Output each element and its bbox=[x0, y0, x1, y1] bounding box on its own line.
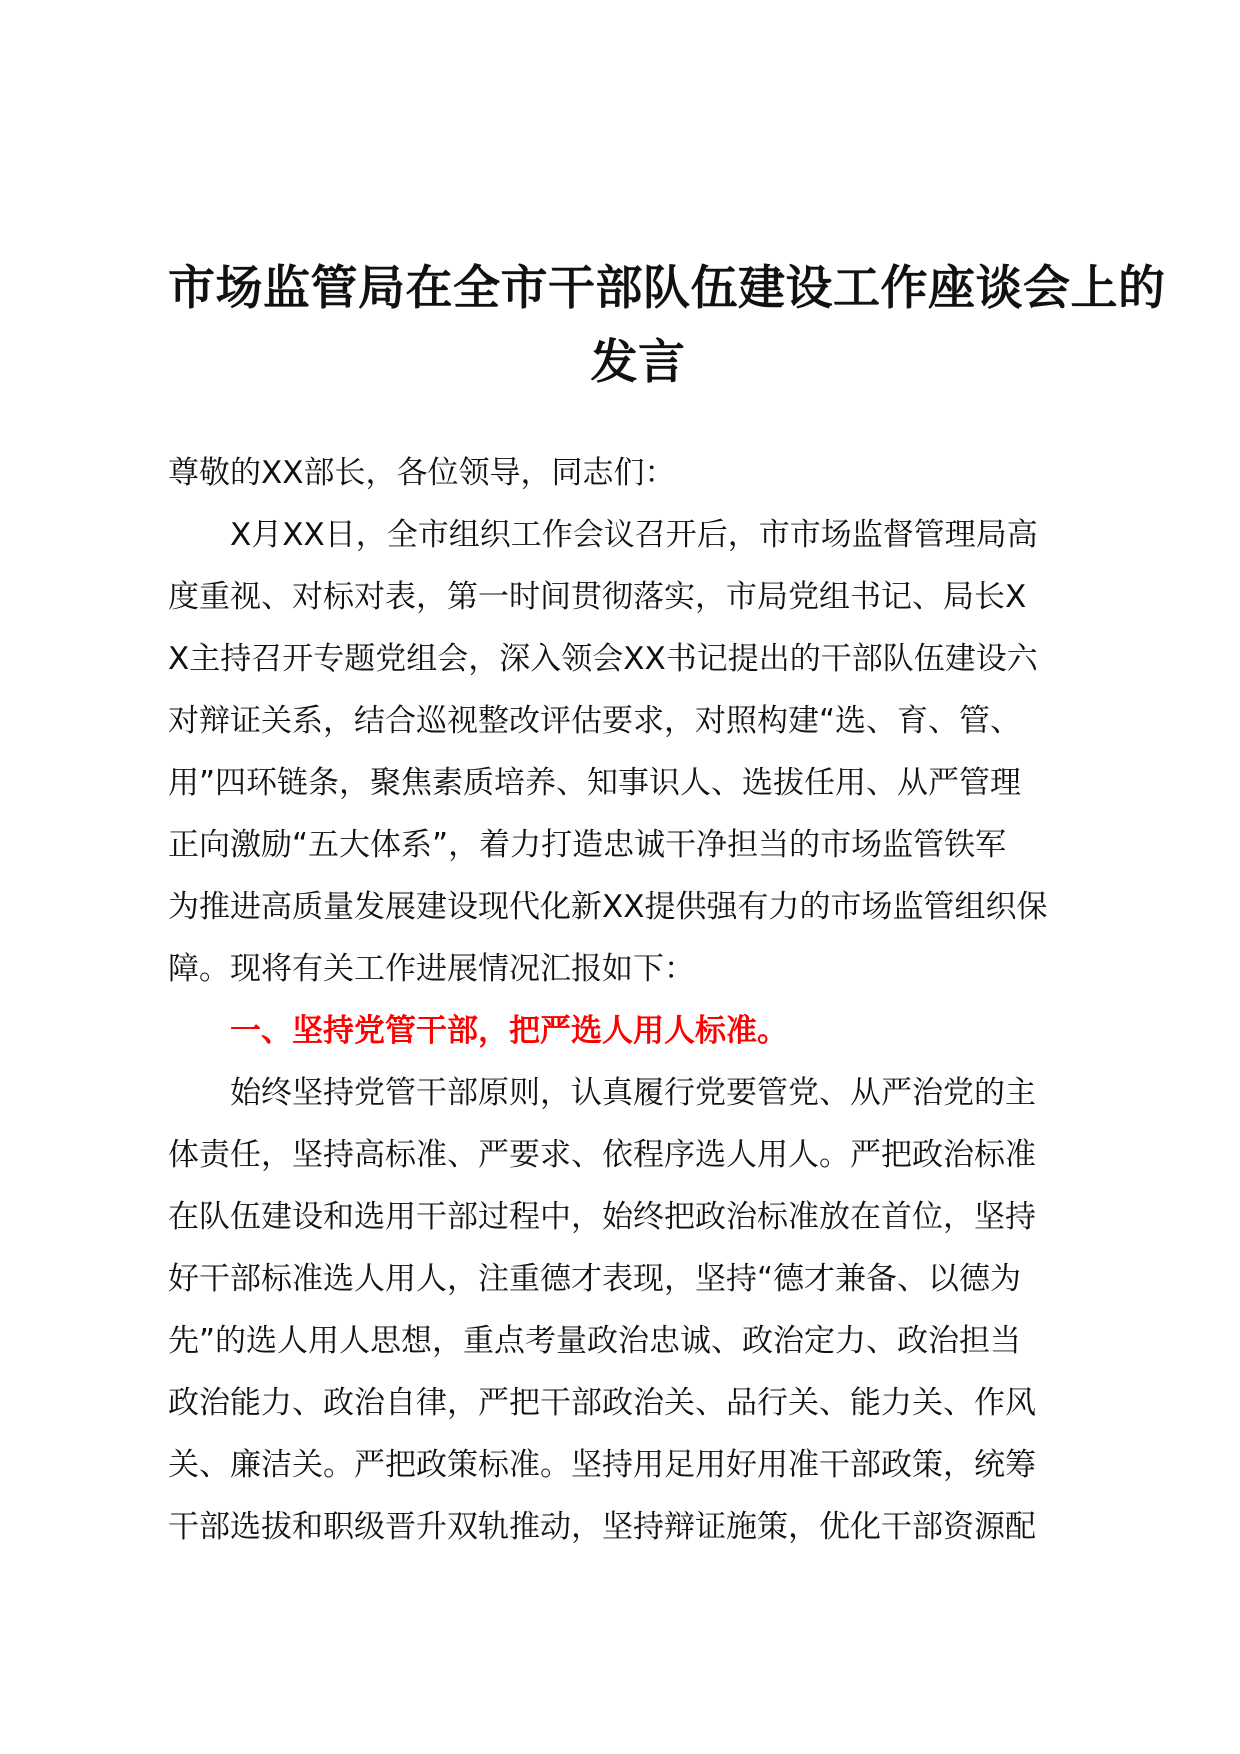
paragraph-line: 用”四环链条，聚焦素质培养、知事识人、选拔任用、从严管理 bbox=[168, 765, 1022, 801]
paragraph-line: 始终坚持党管干部原则，认真履行党要管党、从严治党的主 bbox=[230, 1075, 1036, 1111]
title-line: 市场监管局在全市干部队伍建设工作座谈会上的 bbox=[168, 261, 1166, 316]
salutation: 尊敬的XX部长，各位领导，同志们： bbox=[168, 455, 676, 491]
paragraph-intro bbox=[168, 504, 1108, 1000]
paragraph-section-1 bbox=[168, 1062, 1108, 1558]
paragraph-line: 好干部标准选人用人，注重德才表现，坚持“德才兼备、以德为 bbox=[168, 1261, 1022, 1297]
paragraph-line: 障。现将有关工作进展情况汇报如下： bbox=[168, 951, 695, 987]
title-line: 发言 bbox=[590, 335, 686, 390]
paragraph-line: X月XX日，全市组织工作会议召开后，市市场监督管理局高 bbox=[230, 517, 1038, 553]
paragraph-line: 体责任，坚持高标准、严要求、依程序选人用人。严把政治标准 bbox=[168, 1137, 1036, 1173]
paragraph-line: 政治能力、政治自律，严把干部政治关、品行关、能力关、作风 bbox=[168, 1385, 1036, 1421]
paragraph-line: 正向激励“五大体系”，着力打造忠诚干净担当的市场监管铁军 bbox=[168, 827, 1007, 863]
section-heading: 一、坚持党管干部，把严选人用人标准。 bbox=[230, 1013, 788, 1049]
paragraph-line: 关、廉洁关。严把政策标准。坚持用足用好用准干部政策，统筹 bbox=[168, 1447, 1036, 1483]
paragraph-line: X主持召开专题党组会，深入领会XX书记提出的干部队伍建设六 bbox=[168, 641, 1038, 677]
document-title bbox=[168, 252, 1166, 400]
document-content bbox=[168, 252, 1166, 1558]
paragraph-line: 度重视、对标对表，第一时间贯彻落实，市局党组书记、局长X bbox=[168, 579, 1027, 615]
paragraph-line: 在队伍建设和选用干部过程中，始终把政治标准放在首位，坚持 bbox=[168, 1199, 1036, 1235]
paragraph-line: 为推进高质量发展建设现代化新XX提供强有力的市场监管组织保 bbox=[168, 889, 1048, 925]
paragraph-line: 对辩证关系，结合巡视整改评估要求，对照构建“选、育、管、 bbox=[168, 703, 1022, 739]
paragraph-line: 先”的选人用人思想，重点考量政治忠诚、政治定力、政治担当 bbox=[168, 1323, 1022, 1359]
paragraph-line: 干部选拔和职级晋升双轨推动，坚持辩证施策，优化干部资源配 bbox=[168, 1509, 1036, 1545]
